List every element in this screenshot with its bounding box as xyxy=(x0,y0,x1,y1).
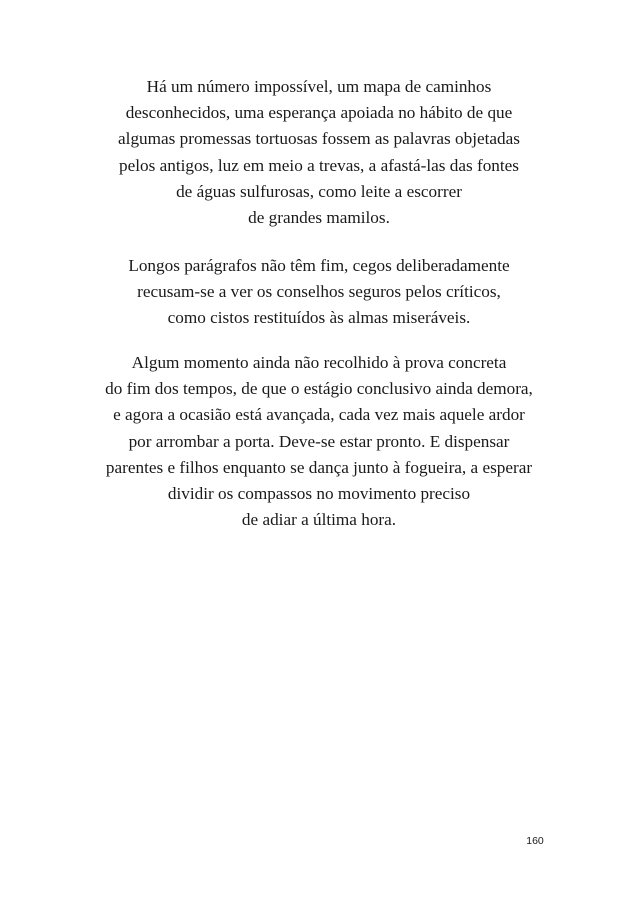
poem-line: de águas sulfurosas, como leite a escorrer xyxy=(176,181,462,201)
poem-line: Algum momento ainda não recolhido à prova concreta xyxy=(131,353,507,372)
poem-line: pelos antigos, luz em meio a trevas, a afastá-las das fontes xyxy=(119,155,519,175)
poem-stanza xyxy=(40,350,598,533)
poem-line: Há um número impossível, um mapa de caminhos xyxy=(146,77,492,96)
poem-stanza xyxy=(40,253,598,332)
page-number: 160 xyxy=(526,835,544,847)
poem-line: parentes e filhos enquanto se dança junto à fogueira, a esperar xyxy=(105,457,533,477)
poem-line: por arrombar a porta. Deve-se estar pronto. E dispensar xyxy=(128,431,510,451)
poem-line: algumas promessas tortuosas fossem as palavras objetadas xyxy=(118,129,520,149)
poem-line: como cistos restituídos às almas miseráveis. xyxy=(167,308,471,328)
poem-line: dividir os compassos no movimento preciso xyxy=(167,484,471,504)
poem-line: e agora a ocasião está avançada, cada vez mais aquele ardor xyxy=(113,405,525,425)
poem-line: de grandes mamilos. xyxy=(248,208,390,228)
poem-stanza xyxy=(40,74,598,231)
poem-line: do fim dos tempos, de que o estágio conclusivo ainda demora, xyxy=(105,379,533,399)
poem-line: desconhecidos, uma esperança apoiada no hábito de que xyxy=(125,103,513,123)
poem-line: Longos parágrafos não têm fim, cegos deliberadamente xyxy=(128,256,510,275)
poem-line: recusam-se a ver os conselhos seguros pelos críticos, xyxy=(137,282,501,302)
poem-line: de adiar a última hora. xyxy=(241,510,397,530)
